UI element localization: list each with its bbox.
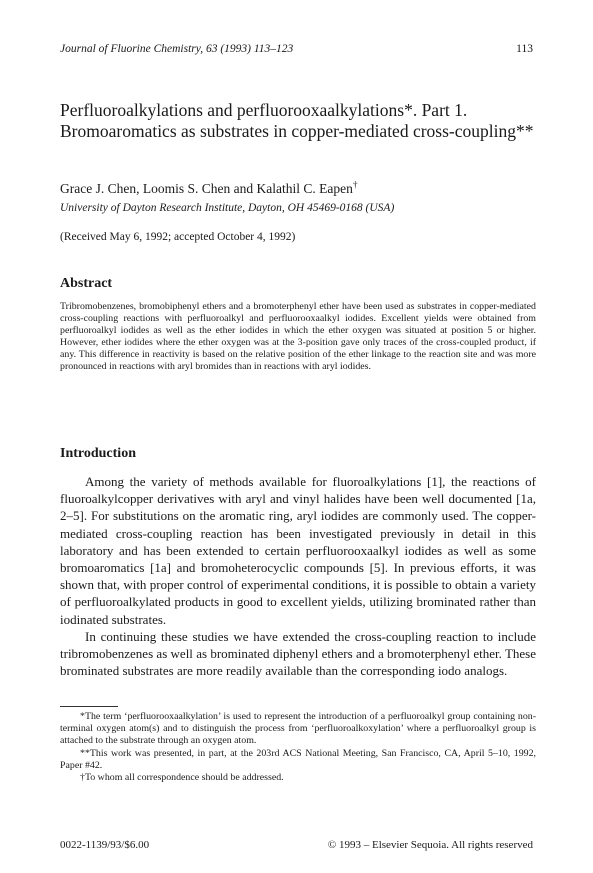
copyright-notice: © 1993 – Elsevier Sequoia. All rights reserved bbox=[327, 839, 533, 851]
received-dates: (Received May 6, 1992; accepted October 4, 1992) bbox=[60, 231, 296, 243]
footnote: **This work was presented, in part, at the 203rd ACS National Meeting, San Francisco, CA, April 5–10, 1992, Paper #42. bbox=[60, 747, 536, 771]
running-header bbox=[60, 43, 533, 55]
author-names: Grace J. Chen, Loomis S. Chen and Kalathil C. Eapen bbox=[60, 181, 353, 196]
journal-citation: Journal of Fluorine Chemistry, 63 (1993) 113–123 bbox=[60, 43, 294, 55]
intro-paragraph: Among the variety of methods available for fluoroalkylations [1], the reactions of fluoroalkylcopper derivatives with aryl and vinyl halides have been well documented [1a, 2–5]. For substitutions on the aromatic ring, aryl iodides are commonly used. The copper-mediated cross-coupling reaction has been investigated previously in detail in this laboratory and has been extended to certain perfluorooxaalkyl iodides as well as some bromoaromatics [1a] and bromoheterocyclic compounds [5]. In previous efforts, it was shown that, with proper control of experimental conditions, it is possible to obtain a variety of perfluoroalkylated products in good to excellent yields, utilizing brominated rather than iodinated substrates. bbox=[60, 474, 536, 627]
affiliation: University of Dayton Research Institute, Dayton, OH 45469-0168 (USA) bbox=[60, 202, 395, 214]
footnote: *The term ‘perfluorooxaalkylation’ is used to represent the introduction of a perfluoroalkyl group containing non-terminal oxygen atom(s) and to distinguish the process from ‘perfluoroalkoxylation’ where a perfluoroalkyl group is attached to the substrate through an oxygen atom. bbox=[60, 711, 536, 747]
abstract-text: Tribromobenzenes, bromobiphenyl ethers and a bromoterphenyl ether have been used as substrates in copper-mediated cross-coupling reactions with perfluoroalkyl and perfluorooxaalkyl iodides. Excellent yields were obtained from perfluoroalkyl iodides as well as the ether iodides in which the ether oxygen was situated at position 5 or higher. However, ether iodides where the ether oxygen was at the 3-position gave only traces of the cross-coupled product, if any. This difference in reactivity is based on the relative position of the ether linkage to the reaction site and was more pronounced in reactions with aryl bromides than in reactions with aryl iodides. bbox=[60, 301, 536, 373]
abstract-heading: Abstract bbox=[60, 276, 113, 291]
corresponding-author-mark: † bbox=[352, 180, 358, 191]
footnote-divider bbox=[60, 706, 118, 707]
issn-price-code: 0022-1139/93/$6.00 bbox=[60, 839, 150, 851]
introduction-body bbox=[60, 473, 536, 679]
author-list bbox=[60, 181, 358, 197]
introduction-heading: Introduction bbox=[60, 446, 136, 461]
page-footer bbox=[60, 839, 533, 851]
page-number: 113 bbox=[516, 43, 533, 55]
article-title: Perfluoroalkylations and perfluorooxaalkylations*. Part 1. Bromoaromatics as substrates in copper-mediated cross-coupling** bbox=[60, 100, 534, 141]
footnote: †To whom all correspondence should be addressed. bbox=[80, 772, 284, 784]
footnotes bbox=[60, 711, 536, 784]
intro-paragraph: In continuing these studies we have extended the cross-coupling reaction to include tribromobenzenes as well as brominated diphenyl ethers and a bromoterphenyl ether. These brominated substrates are more readily available than the corresponding iodo analogs. bbox=[60, 628, 536, 679]
